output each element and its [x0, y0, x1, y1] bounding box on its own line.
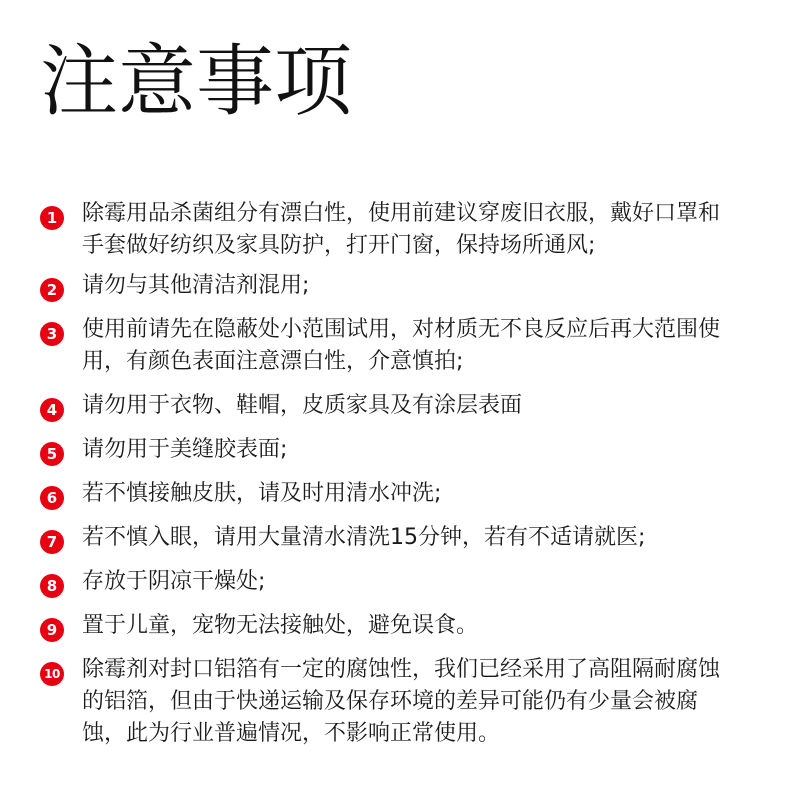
list-item — [40, 610, 740, 642]
list-item-text: 除霉用品杀菌组分有漂白性，使用前建议穿废旧衣服，戴好口罩和手套做好纺织及家具防护，打开门窗，保持场所通风; — [82, 201, 721, 258]
notice-list — [40, 198, 740, 760]
list-item — [40, 390, 740, 422]
list-item-text: 请勿与其他清洁剂混用; — [82, 273, 310, 298]
number-badge-4: 4 — [40, 398, 64, 422]
number-badge-5: 5 — [40, 442, 64, 466]
number-badge-9: 9 — [40, 618, 64, 642]
list-item — [40, 478, 740, 510]
list-item — [40, 566, 740, 598]
list-item — [40, 434, 740, 466]
number-badge-1: 1 — [40, 206, 64, 230]
list-item — [40, 198, 740, 262]
list-item — [40, 522, 740, 554]
list-item-text: 若不慎入眼，请用大量清水清洗15分钟，若有不适请就医; — [82, 525, 646, 550]
list-item-text: 使用前请先在隐蔽处小范围试用，对材质无不良反应后再大范围使用，有颜色表面注意漂白性，介意慎拍; — [82, 317, 721, 374]
number-badge-3: 3 — [40, 322, 64, 346]
list-item-text: 除霉剂对封口铝箔有一定的腐蚀性，我们已经采用了高阻隔耐腐蚀的铝箔，但由于快递运输及保存环境的差异可能仍有少量会被腐蚀，此为行业普遍情况，不影响正常使用。 — [82, 657, 721, 746]
list-item-text: 请勿用于衣物、鞋帽，皮质家具及有涂层表面 — [82, 393, 523, 418]
number-badge-2: 2 — [40, 278, 64, 302]
list-item — [40, 654, 740, 750]
list-item-text: 请勿用于美缝胶表面; — [82, 437, 288, 462]
page-title: 注意事项 — [40, 37, 353, 127]
number-badge-10: 10 — [40, 662, 64, 686]
list-item-text: 存放于阴凉干燥处; — [82, 569, 266, 594]
list-item — [40, 270, 740, 302]
list-item-text: 若不慎接触皮肤，请及时用清水冲洗; — [82, 481, 442, 506]
number-badge-7: 7 — [40, 530, 64, 554]
number-badge-8: 8 — [40, 574, 64, 598]
list-item-text: 置于儿童，宠物无法接触处，避免误食。 — [82, 613, 479, 638]
number-badge-6: 6 — [40, 486, 64, 510]
list-item — [40, 314, 740, 378]
